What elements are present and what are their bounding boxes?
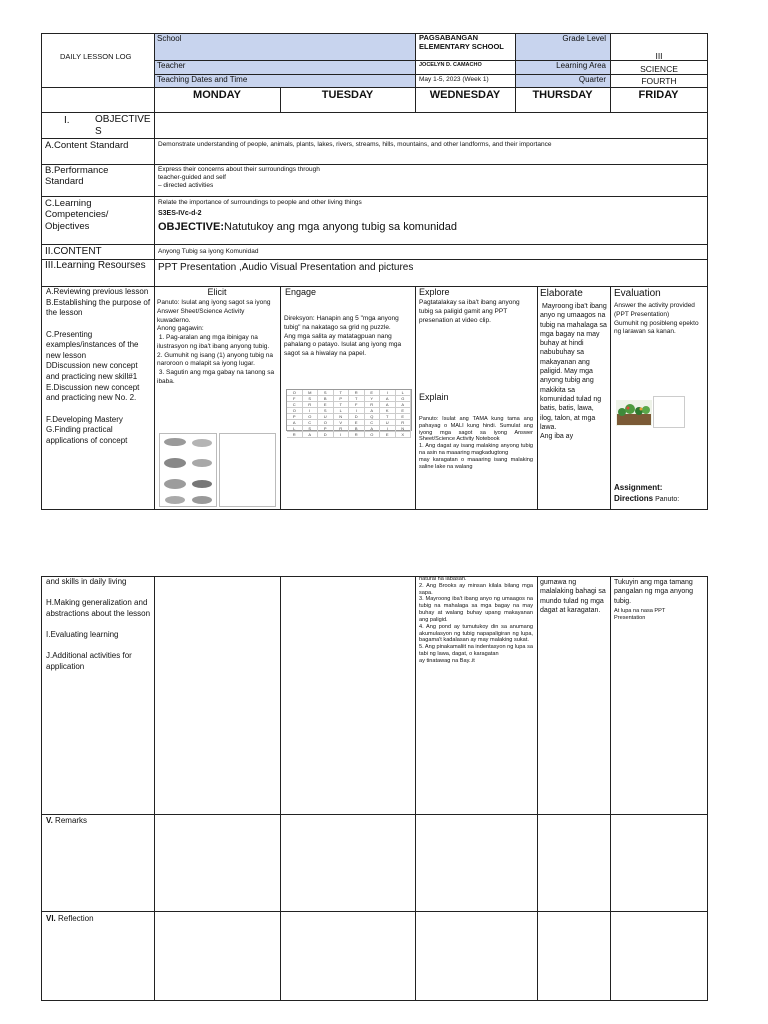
puzzle-cell: A xyxy=(380,402,396,408)
puzzle-cell: E xyxy=(349,420,365,426)
resources-text: PPT Presentation ,Audio Visual Presentation and pictures xyxy=(158,262,414,273)
puzzle-cell: E xyxy=(396,408,412,414)
explain-text-continued: natural na labasan. 2. Ang Brooks ay minsan kilala bilang mga sapa. 3. Mayroong iba't ibang anyo ng umaagos na tubig na mahalaga sa mga bagay na may buhay at walang buhay upang makayanan ang paligid. 4. Ang pond ay tumutukoy din sa anumang akumulasyon ng tubig napapaligiran ng lupa, bagama't kadalasan ay may malaking sukat. 5. Ang pinakamaliit na indentasyon ng lupa sa tabi ng lawa, dagat, o karagatan ay tinatawag na Bay..it xyxy=(419,576,533,664)
garden-picture xyxy=(616,400,652,426)
day-monday: MONDAY xyxy=(193,89,241,101)
puzzle-cell: X xyxy=(396,432,412,438)
elicit-title: Elicit xyxy=(207,287,227,297)
puzzle-cell: V xyxy=(334,420,350,426)
puzzle-cell: D xyxy=(349,414,365,420)
puzzle-cell: R xyxy=(365,402,381,408)
puzzle-cell: C xyxy=(303,420,319,426)
reflection-number: VI. xyxy=(46,914,56,923)
directions-text: Panuto: xyxy=(653,496,680,503)
puzzle-cell: R xyxy=(396,420,412,426)
content-text: Anyong Tubig sa iyong Komunidad xyxy=(158,248,259,255)
quarter-label: Quarter xyxy=(578,75,606,84)
school-value: PAGSABANGAN ELEMENTARY SCHOOL xyxy=(419,33,504,51)
remarks-number: V. xyxy=(46,816,53,825)
puzzle-cell: A xyxy=(287,420,303,426)
remarks-text: Remarks xyxy=(52,816,88,825)
puzzle-cell: L xyxy=(396,390,412,396)
reflection-text: Reflection xyxy=(55,914,94,923)
puzzle-cell: U xyxy=(380,420,396,426)
explain-title: Explain xyxy=(419,392,449,402)
puzzle-cell: R xyxy=(334,426,350,432)
resources-label: III.Learning Resourses xyxy=(45,260,146,271)
puzzle-cell: E xyxy=(365,390,381,396)
evaluation-title: Evaluation xyxy=(614,288,661,299)
puzzle-cell: L xyxy=(287,426,303,432)
procedures-list: A.Reviewing previous lesson B.Establishing the purpose of the lesson C.Presenting examples/instances of the new lesson DDiscussion new concept and practicing new skill#1 E.Discussion new concept and practicing new No. 2. F.Developing Mastery G.Finding practical applications of concept xyxy=(46,287,151,445)
puzzle-cell: S xyxy=(303,426,319,432)
dates-label: Teaching Dates and Time xyxy=(157,75,248,84)
dates-value: May 1-5, 2023 (Week 1) xyxy=(419,76,489,83)
reflection-label xyxy=(46,914,94,924)
puzzle-cell: T xyxy=(349,396,365,402)
grade-value: III xyxy=(655,51,663,61)
area-value: SCIENCE xyxy=(640,64,678,74)
directions-label: Directions xyxy=(614,494,654,503)
content-label: II.CONTENT xyxy=(45,246,102,257)
puzzle-cell: A xyxy=(396,402,412,408)
puzzle-cell: L xyxy=(334,408,350,414)
assignment-label: Assignment: xyxy=(614,483,663,492)
day-wednesday: WEDNESDAY xyxy=(429,89,501,101)
puzzle-cell: Y xyxy=(365,396,381,402)
objectives-heading: OBJECTIVES xyxy=(95,114,151,137)
puzzle-cell: A xyxy=(365,426,381,432)
elaborate-title: Elaborate xyxy=(540,288,583,299)
explore-text: Pagtatalakay sa iba't ibang anyong tubig sa paligid gamit ang PPT presenation at video clip. xyxy=(419,299,520,324)
elaborate-text-continued: gumawa ng malalaking bahagi sa mundo tulad ng mga dagat at karagatan. xyxy=(540,579,606,614)
objective-label: OBJECTIVE: xyxy=(158,221,225,233)
puzzle-cell: M xyxy=(303,390,319,396)
puzzle-cell: T xyxy=(380,414,396,420)
puzzle-cell: A xyxy=(365,408,381,414)
puzzle-cell: O xyxy=(287,390,303,396)
puzzle-cell: I xyxy=(380,390,396,396)
puzzle-cell: P xyxy=(318,426,334,432)
puzzle-cell: I xyxy=(349,408,365,414)
area-label: Learning Area xyxy=(556,61,606,70)
puzzle-cell: Q xyxy=(365,414,381,420)
procedures-list-continued: and skills in daily living H.Making generalization and abstractions about the lesson I.Evaluating learning J.Additional activities for application xyxy=(46,577,151,671)
puzzle-cell: B xyxy=(349,426,365,432)
puzzle-cell: I xyxy=(380,426,396,432)
engage-title: Engage xyxy=(285,287,317,297)
day-thursday: THURSDAY xyxy=(532,89,593,101)
puzzle-cell: O xyxy=(365,432,381,438)
puzzle-cell: R xyxy=(349,432,365,438)
puzzle-cell: O xyxy=(303,414,319,420)
puzzle-cell: E xyxy=(318,402,334,408)
puzzle-cell: C xyxy=(287,402,303,408)
competencies-code: S3ES-IVc-d-2 xyxy=(158,210,202,217)
puzzle-cell: A xyxy=(380,396,396,402)
puzzle-cell: U xyxy=(318,414,334,420)
puzzle-cell: R xyxy=(349,390,365,396)
puzzle-cell: I xyxy=(303,408,319,414)
puzzle-cell: S xyxy=(318,408,334,414)
remarks-label xyxy=(46,816,87,826)
evaluation-text-continued: Tukuyin ang mga tamang pangalan ng mga anyong tubig. xyxy=(614,579,694,605)
objective-text: Natutukoy ang mga anyong tubig sa komunidad xyxy=(224,221,458,233)
puzzle-cell: T xyxy=(334,390,350,396)
puzzle-cell: A xyxy=(303,432,319,438)
objective-line xyxy=(158,220,457,234)
puzzle-cell: D xyxy=(318,432,334,438)
puzzle-cell: O xyxy=(287,408,303,414)
competencies-text: Relate the importance of surroundings to people and other living things xyxy=(158,199,362,206)
puzzle-cell: P xyxy=(287,414,303,420)
school-label: School xyxy=(157,34,182,43)
drawing-box xyxy=(219,433,276,507)
puzzle-cell: K xyxy=(380,408,396,414)
evaluation-text-continued-small: At lupa na nasa PPT Presentation xyxy=(614,608,666,621)
puzzle-cell: E xyxy=(380,432,396,438)
water-forms-illustration xyxy=(159,433,217,507)
content-standard-text: Demonstrate understanding of people, animals, plants, lakes, rivers, streams, hills, mountains, and other landforms, and their importance xyxy=(158,141,552,148)
directions-line xyxy=(614,494,679,504)
grade-label: Grade Level xyxy=(562,34,606,43)
puzzle-cell: N xyxy=(396,426,412,432)
explain-text: Panuto: Isulat ang TAMA kung tama ang pahayag o MALI kung hindi. Sumulat ang iyong mga sagot sa iyong Answer Sheet/Science Activity Notebook 1. Ang dagat ay isang malaking anyong tubig na asin na maaaring magkadugtong may karagatan o maaaring isang malaking saline lake na walang xyxy=(419,416,533,470)
puzzle-cell: P xyxy=(334,396,350,402)
elicit-text: Panuto: Isulat ang iyong sagot sa iyong Answer Sheet/Science Activity kuwaderno. Anong gagawin: 1. Pag-aralan ang mga ibinigay na ilustrasyon ng iba't ibang anyong tubig. 2. Gumuhit ng isang (1) anyong tubig na naroroon o malapit sa iyong lugar. 3. Sagutin ang mga gabay na tanong sa ibaba. xyxy=(157,299,275,385)
puzzle-cell: C xyxy=(365,420,381,426)
puzzle-cell: R xyxy=(303,402,319,408)
puzzle-cell: S xyxy=(318,390,334,396)
puzzle-cell: T xyxy=(334,402,350,408)
engage-text: Direksyon: Hanapin ang 5 "mga anyong tubig" na nakatago sa grid ng puzzle. Ang mga salita ay matatagpuan nang pahalang o patayo. Isulat ang iyong mga sagot sa a hiwalay na papel. xyxy=(284,315,402,358)
puzzle-cell: E xyxy=(396,414,412,420)
explore-title: Explore xyxy=(419,287,450,297)
performance-standard-text: Express their concerns about their surroundings through teacher-guided and self – directed activities xyxy=(158,166,320,190)
performance-standard-label: B.Performance Standard xyxy=(45,165,109,188)
content-standard-label: A.Content Standard xyxy=(45,140,129,151)
puzzle-cell: I xyxy=(334,432,350,438)
day-tuesday: TUESDAY xyxy=(321,89,374,101)
puzzle-cell: R xyxy=(287,432,303,438)
teacher-label: Teacher xyxy=(157,61,186,70)
puzzle-cell: O xyxy=(318,420,334,426)
log-title: DAILY LESSON LOG xyxy=(60,52,132,61)
teacher-value: JOCELYN D. CAMACHO xyxy=(419,62,482,68)
puzzle-cell: F xyxy=(287,396,303,402)
puzzle-cell: F xyxy=(349,402,365,408)
competencies-label: C.Learning Competencies/ Objectives xyxy=(45,198,109,232)
objectives-number: I. xyxy=(64,115,70,126)
puzzle-cell: S xyxy=(303,396,319,402)
puzzle-cell: G xyxy=(396,396,412,402)
puzzle-cell: B xyxy=(318,396,334,402)
elaborate-text: Mayroong iba't ibang anyo ng umaagos na tubig na mahalaga sa mga bagay na may buhay at hindi nabubuhay sa makayanan ang paligid. May mga anyong tubig ang makikita sa komunidad tulad ng batis, batis, lawa, ilog, talon, at mga lawa. Ang iba ay xyxy=(540,303,607,441)
day-friday: FRIDAY xyxy=(638,89,679,101)
quarter-value: FOURTH xyxy=(641,76,677,86)
word-puzzle-grid xyxy=(286,389,412,437)
evaluation-text: Answer the activity provided (PPT Presentation) Gumuhit ng posibleng epekto ng larawan sa kanan. xyxy=(614,302,699,336)
blank-picture-box xyxy=(653,396,685,428)
puzzle-cell: N xyxy=(334,414,350,420)
